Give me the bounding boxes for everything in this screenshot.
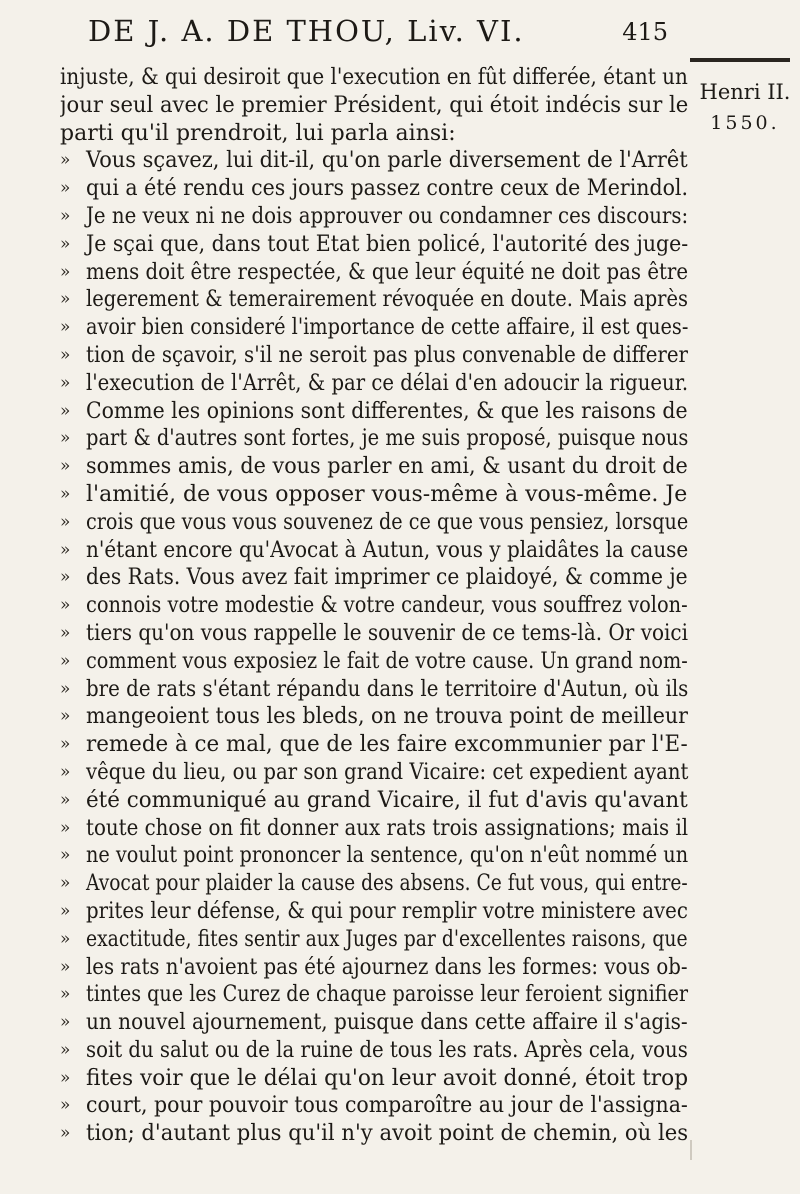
line-text: un nouvel ajournement, puisque dans cette affaire il s'agis-: [86, 1010, 688, 1036]
quote-mark: »: [60, 539, 71, 560]
quote-mark: »: [60, 511, 71, 532]
line-text: connois votre modestie & votre candeur, vous souffrez volon-: [86, 593, 688, 619]
text-line: [60, 870, 690, 898]
quote-mark: »: [60, 845, 71, 866]
text-line: [60, 703, 690, 731]
text-line: [60, 731, 690, 759]
quote-mark: »: [60, 1012, 71, 1033]
text-line: [60, 453, 690, 481]
line-text: Avocat pour plaider la cause des absens. Ce fut vous, qui entre-: [86, 871, 688, 897]
quote-mark: »: [60, 150, 71, 171]
text-line: [60, 787, 690, 815]
line-text: Je sçai que, dans tout Etat bien policé, l'autorité des juge-: [86, 231, 689, 257]
quote-mark: »: [60, 178, 71, 199]
text-line: [60, 147, 690, 175]
quote-mark: »: [60, 706, 71, 727]
line-text: avoir bien consideré l'importance de cette affaire, il est ques-: [86, 315, 689, 341]
quote-mark: »: [60, 817, 71, 838]
text-line: [60, 759, 690, 787]
line-text: n'étant encore qu'Avocat à Autun, vous y plaidâtes la cause: [86, 537, 689, 563]
quote-mark: »: [60, 205, 71, 226]
text-line: [60, 1065, 690, 1093]
text-line: [60, 648, 690, 676]
line-text: crois que vous vous souvenez de ce que vous pensiez, lorsque: [86, 509, 689, 535]
text-line: [60, 370, 690, 398]
quote-mark: »: [60, 956, 71, 977]
line-text: bre de rats s'étant répandu dans le territoire d'Autun, où ils: [86, 676, 689, 702]
line-text: mens doit être respectée, & que leur équité ne doit pas être: [86, 259, 689, 285]
quote-mark: »: [60, 456, 71, 477]
line-text: qui a été rendu ces jours passez contre ceux de Merindol.: [86, 176, 689, 202]
line-text: l'execution de l'Arrêt, & par ce délai d'en adoucir la rigueur.: [86, 370, 689, 396]
quote-mark: »: [60, 483, 71, 504]
running-head: [88, 14, 668, 58]
text-line: [60, 954, 690, 982]
text-line: [60, 120, 690, 148]
text-line: [60, 898, 690, 926]
text-line: [60, 537, 690, 565]
quote-mark: »: [60, 622, 71, 643]
quote-mark: »: [60, 595, 71, 616]
text-line: [60, 286, 690, 314]
quote-mark: »: [60, 928, 71, 949]
quote-mark: »: [60, 1095, 71, 1116]
line-text: tintes que les Curez de chaque paroisse leur feroient signifier: [86, 982, 689, 1008]
line-text: tion de sçavoir, s'il ne seroit pas plus convenable de differer: [86, 342, 689, 368]
line-text: remede à ce mal, que de les faire excommunier par l'E-: [86, 732, 688, 758]
line-text: jour seul avec le premier Président, qui étoit indécis sur le: [60, 92, 689, 118]
line-text: exactitude, fites sentir aux Juges par d'excellentes raisons, que: [86, 926, 688, 952]
line-text: soit du salut ou de la ruine de tous les rats. Après cela, vous: [86, 1037, 688, 1063]
quote-mark: »: [60, 400, 71, 421]
line-text: parti qu'il prendroit, lui parla ainsi:: [60, 120, 456, 146]
line-text: les rats n'avoient pas été ajournez dans les formes: vous ob-: [86, 954, 688, 980]
line-text: mangeoient tous les bleds, on ne trouva point de meilleur: [86, 704, 688, 730]
quote-mark: »: [60, 344, 71, 365]
line-text: ne voulut point prononcer la sentence, qu'on n'eût nommé un: [86, 843, 689, 869]
quote-mark: »: [60, 261, 71, 282]
line-text: court, pour pouvoir tous comparoître au jour de l'assigna-: [86, 1093, 688, 1119]
text-line: [60, 92, 690, 120]
quote-mark: »: [60, 289, 71, 310]
text-line: [60, 231, 690, 259]
quote-mark: »: [60, 428, 71, 449]
line-text: Je ne veux ni ne dois approuver ou condamner ces discours:: [86, 203, 689, 229]
quote-mark: »: [60, 1067, 71, 1088]
text-line: [60, 842, 690, 870]
line-text: part & d'autres sont fortes, je me suis proposé, puisque nous: [86, 426, 689, 452]
body-text: [60, 64, 690, 1148]
line-text: toute chose on fit donner aux rats trois assignations; mais il: [86, 815, 689, 841]
margin-rule: [690, 58, 790, 62]
quote-mark: »: [60, 1039, 71, 1060]
line-text: Vous sçavez, lui dit-il, qu'on parle diversement de l'Arrêt: [86, 148, 688, 174]
text-line: [60, 342, 690, 370]
text-line: [60, 1009, 690, 1037]
text-line: [60, 481, 690, 509]
text-line: [60, 564, 690, 592]
quote-mark: »: [60, 372, 71, 393]
quote-mark: »: [60, 734, 71, 755]
line-text: Comme les opinions sont differentes, & que les raisons de: [86, 398, 688, 424]
line-text: l'amitié, de vous opposer vous-même à vous-même. Je: [86, 481, 688, 507]
line-text: tiers qu'on vous rappelle le souvenir de ce tems-là. Or voici: [86, 620, 688, 646]
line-text: fites voir que le délai qu'on leur avoit donné, étoit trop: [86, 1065, 689, 1091]
text-line: [60, 175, 690, 203]
line-text: vêque du lieu, ou par son grand Vicaire: cet expedient ayant: [86, 759, 689, 785]
running-title: DE J. A. DE THOU, Liv. VI.: [88, 14, 525, 48]
text-line: [60, 926, 690, 954]
quote-mark: »: [60, 761, 71, 782]
quote-mark: »: [60, 567, 71, 588]
text-line: [60, 64, 690, 92]
quote-mark: »: [60, 789, 71, 810]
text-line: [60, 592, 690, 620]
line-text: été communiqué au grand Vicaire, il fut d'avis qu'avant: [86, 787, 688, 813]
quote-mark: »: [60, 900, 71, 921]
text-line: [60, 676, 690, 704]
quote-mark: »: [60, 317, 71, 338]
text-line: [60, 620, 690, 648]
text-line: [60, 815, 690, 843]
line-text: sommes amis, de vous parler en ami, & usant du droit de: [86, 454, 688, 480]
quote-mark: »: [60, 1123, 71, 1144]
text-line: [60, 425, 690, 453]
quote-mark: »: [60, 233, 71, 254]
text-line: [60, 509, 690, 537]
margin-reign: Henri II.: [699, 80, 791, 104]
scan-mark: [690, 1140, 692, 1160]
line-text: comment vous exposiez le fait de votre cause. Un grand nom-: [86, 648, 688, 674]
line-text: legerement & temerairement révoquée en doute. Mais après: [86, 287, 689, 313]
text-line: [60, 1037, 690, 1065]
text-line: [60, 1092, 690, 1120]
quote-mark: »: [60, 678, 71, 699]
page-number: 415: [622, 18, 668, 46]
line-text: injuste, & qui desiroit que l'execution en fût differée, étant un: [60, 65, 688, 90]
quote-mark: »: [60, 650, 71, 671]
text-line: [60, 203, 690, 231]
text-line: [60, 1120, 690, 1148]
text-line: [60, 314, 690, 342]
line-text: prites leur défense, & qui pour remplir votre ministere avec: [86, 898, 688, 924]
text-line: [60, 398, 690, 426]
margin-year: 1550.: [710, 112, 780, 134]
line-text: tion; d'autant plus qu'il n'y avoit point de chemin, où les: [86, 1121, 689, 1147]
quote-mark: »: [60, 984, 71, 1005]
text-line: [60, 259, 690, 287]
quote-mark: »: [60, 873, 71, 894]
line-text: des Rats. Vous avez fait imprimer ce plaidoyé, & comme je: [86, 565, 688, 591]
text-line: [60, 981, 690, 1009]
